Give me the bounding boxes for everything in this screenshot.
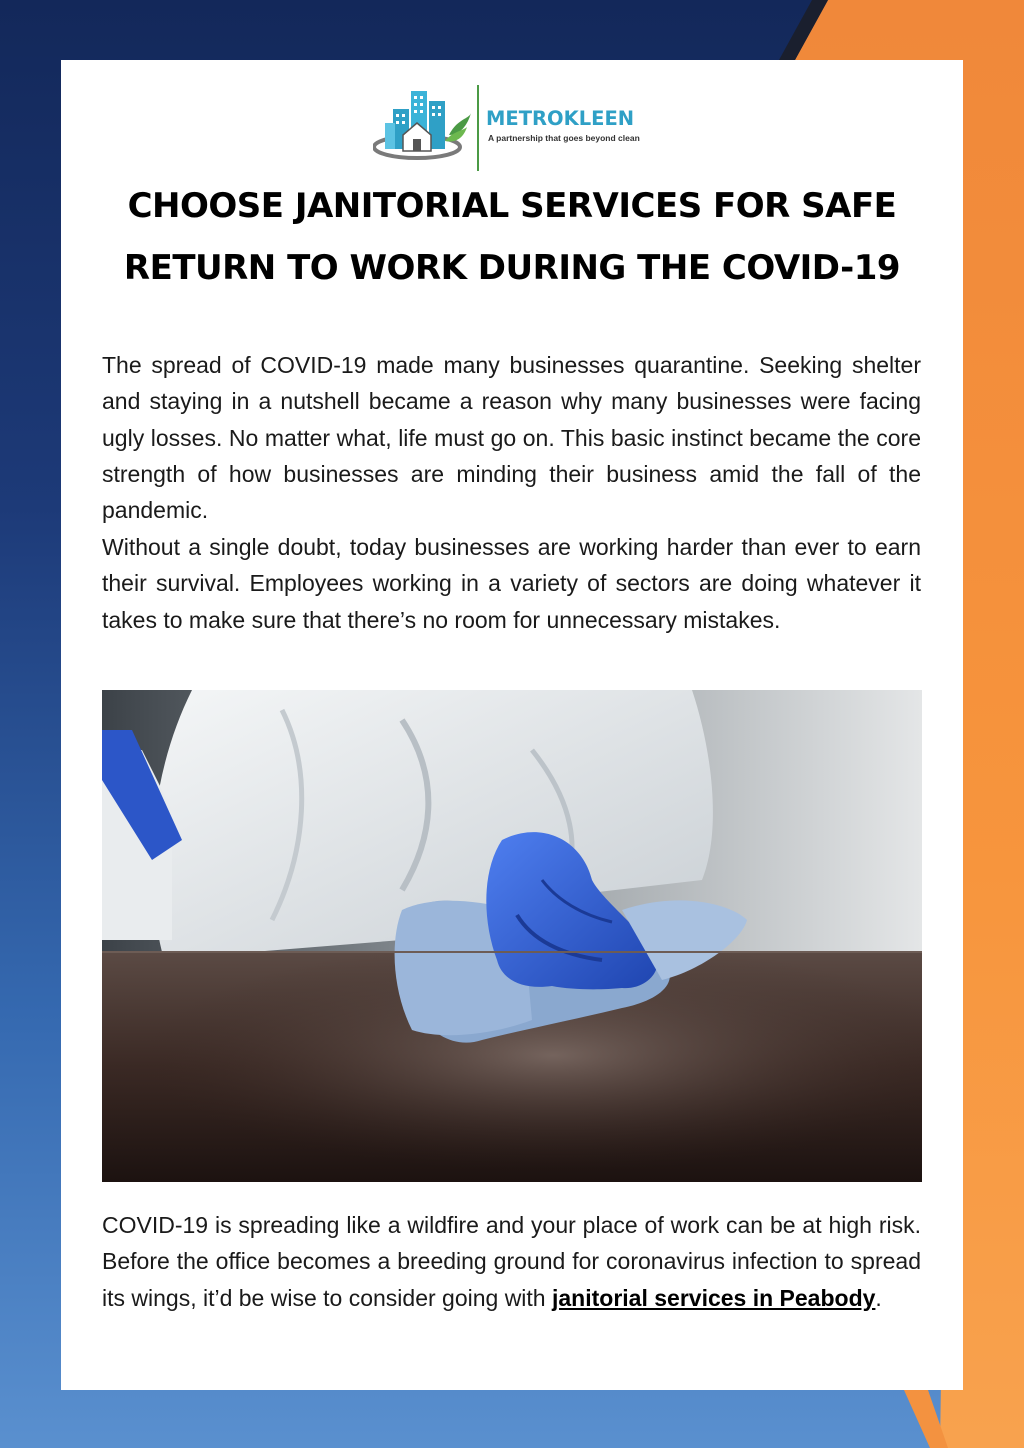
logo-divider — [477, 85, 479, 171]
gloved-hand-wiping-table-image — [102, 690, 922, 1182]
closing-period: . — [875, 1284, 882, 1311]
intro-paragraph: The spread of COVID-19 made many businesses quarantine. Seeking shelter and staying in a nutshell became a reason why many businesses were facing ugly losses. No matter what, life must go on. This basic instinct became the core strength of how businesses are minding their business amid the fall of the pandemic. — [102, 352, 921, 524]
brand-name: METROKLEEN — [486, 107, 635, 130]
janitorial-services-link[interactable]: janitorial services in Peabody — [552, 1284, 876, 1311]
content-card — [61, 60, 963, 1390]
second-paragraph: Without a single doubt, today businesses are working harder than ever to earn their survival. Employees working in a variety of sectors are doing whatever it takes to make sure that there’s no room for unnecessary mistakes. — [102, 534, 921, 633]
closing-text: COVID-19 is spreading like a wildfire and your place of work can be at high risk. Before the office becomes a breeding ground for coronavirus infection to spread its wings, it’d be wise to consider going with — [102, 1212, 921, 1311]
metrokleen-logo — [373, 83, 673, 173]
cleaning-photo — [102, 690, 922, 1182]
page-title: CHOOSE JANITORIAL SERVICES FOR SAFE RETURN TO WORK DURING THE COVID-19 — [123, 186, 901, 288]
brand-tagline: A partnership that goes beyond clean — [488, 133, 640, 143]
building-logo-icon — [373, 83, 473, 165]
closing-paragraph — [102, 1207, 921, 1316]
